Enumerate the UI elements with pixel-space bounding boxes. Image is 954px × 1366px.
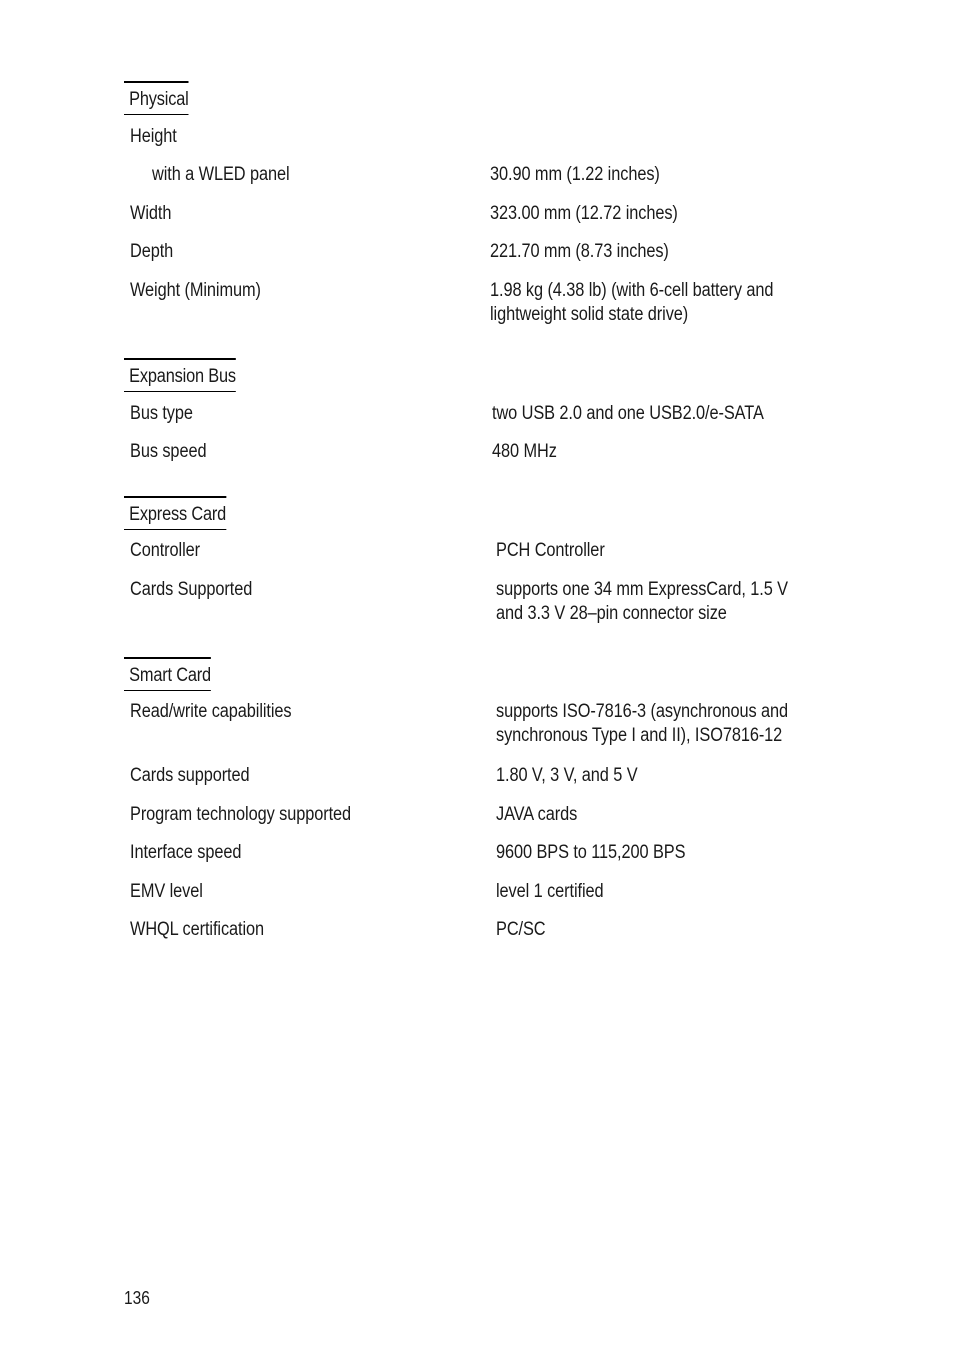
spec-row-cards-supported: [124, 578, 855, 628]
section-title: Smart Card: [124, 657, 211, 691]
spec-row-width: [124, 202, 855, 226]
spec-row-depth: [124, 240, 855, 264]
spec-label: Cards Supported: [130, 579, 253, 600]
page-number: 136: [124, 1288, 150, 1308]
section-title: Expansion Bus: [124, 358, 236, 392]
spec-label: with a WLED panel: [152, 164, 290, 185]
spec-row-whql: [124, 918, 855, 942]
section-smart-card: [124, 657, 855, 940]
spec-value: PC/SC: [496, 919, 546, 940]
spec-row-bus-type: [124, 402, 855, 426]
spec-label: Height: [130, 126, 177, 147]
spec-label: Read/write capabilities: [130, 701, 292, 722]
spec-value-line1: 1.98 kg (4.38 lb) (with 6-cell battery and: [490, 280, 774, 301]
spec-value: JAVA cards: [496, 804, 578, 825]
spec-label: EMV level: [130, 881, 203, 902]
spec-value: 221.70 mm (8.73 inches): [490, 241, 669, 262]
spec-value-line1: supports one 34 mm ExpressCard, 1.5 V: [496, 579, 788, 600]
spec-label: WHQL certification: [130, 919, 265, 940]
section-expansion-bus: [124, 358, 855, 462]
spec-value: 480 MHz: [492, 441, 557, 462]
spec-value-line1: supports ISO-7816-3 (asynchronous and: [496, 701, 789, 722]
spec-label: Cards supported: [130, 765, 250, 786]
spec-value: two USB 2.0 and one USB2.0/e-SATA: [492, 403, 764, 424]
spec-row-weight: [124, 279, 855, 329]
spec-row-program-technology: [124, 803, 855, 827]
spec-row-emv-level: [124, 880, 855, 904]
spec-value: 1.80 V, 3 V, and 5 V: [496, 765, 638, 786]
spec-label: Controller: [130, 540, 200, 561]
spec-label: Bus speed: [130, 441, 207, 462]
spec-value-line2: synchronous Type I and II), ISO7816-12: [496, 725, 783, 746]
spec-value: 323.00 mm (12.72 inches): [490, 203, 678, 224]
spec-value: level 1 certified: [496, 881, 604, 902]
spec-row-interface-speed: [124, 841, 855, 865]
spec-label: Interface speed: [130, 842, 242, 863]
spec-value-line2: and 3.3 V 28–pin connector size: [496, 603, 727, 624]
spec-value: PCH Controller: [496, 540, 605, 561]
spec-label: Bus type: [130, 403, 193, 424]
section-title: Physical: [124, 81, 189, 115]
spec-value: 9600 BPS to 115,200 BPS: [496, 842, 686, 863]
spec-row-read-write: [124, 700, 855, 750]
spec-label: Width: [130, 203, 172, 224]
spec-row-wled-panel: [124, 163, 855, 187]
section-physical: [124, 81, 855, 325]
spec-label: Depth: [130, 241, 174, 262]
spec-label: Program technology supported: [130, 804, 352, 825]
spec-value-line2: lightweight solid state drive): [490, 304, 689, 325]
section-title: Express Card: [124, 496, 226, 530]
spec-row-controller: [124, 539, 855, 563]
spec-row-bus-speed: [124, 440, 855, 464]
spec-value: 30.90 mm (1.22 inches): [490, 164, 660, 185]
section-express-card: [124, 496, 855, 624]
spec-row-height: [124, 125, 855, 149]
spec-label: Weight (Minimum): [130, 280, 261, 301]
spec-row-smart-cards-supported: [124, 764, 855, 788]
